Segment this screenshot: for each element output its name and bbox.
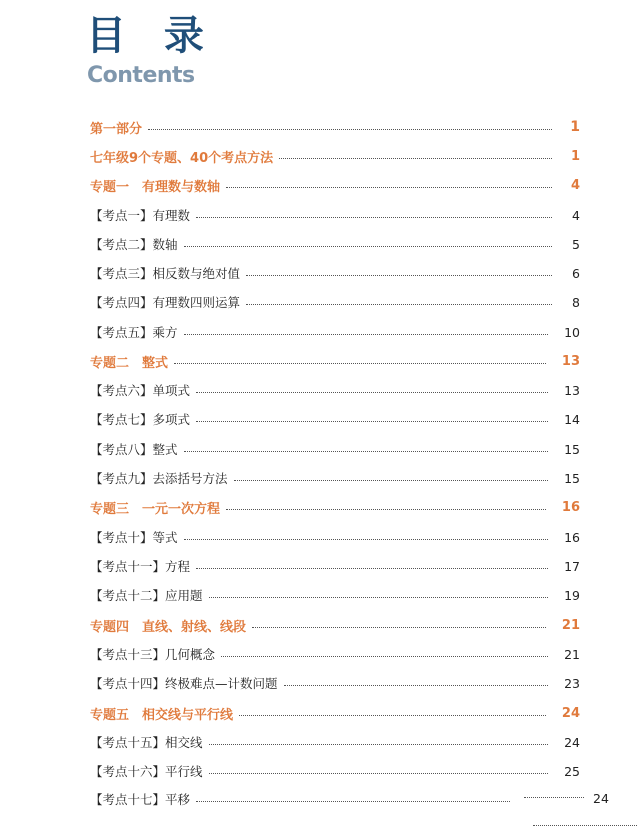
toc-entry[interactable]: [90, 438, 580, 460]
toc-entry[interactable]: [90, 262, 580, 284]
toc-leader: [184, 451, 549, 452]
toc-entry-page: 5: [572, 236, 580, 252]
toc-entry-label: 【考点七】多项式: [90, 412, 191, 427]
toc-entry-label: 【考点九】去添括号方法: [90, 471, 228, 486]
toc-entry-label: 【考点十六】平行线: [90, 764, 203, 779]
toc-leader: [246, 304, 552, 305]
toc-leader: [533, 825, 637, 826]
toc-entry-label: 【考点八】整式: [90, 442, 178, 457]
toc-entry-page: 17: [564, 558, 580, 574]
toc-entry-label: 专题一 有理数与数轴: [90, 179, 221, 195]
toc-entry-page: 24: [561, 705, 580, 721]
toc-leader: [209, 744, 549, 745]
toc-entry[interactable]: [90, 379, 580, 401]
toc-entry-page: 21: [564, 646, 580, 662]
toc-entry-label: 第一部分: [90, 121, 143, 137]
toc-entry-page: 16: [561, 499, 580, 515]
toc-entry-label: 【考点十四】终极难点—计数问题: [90, 676, 278, 691]
toc-leader: [174, 363, 546, 364]
toc-leader: [221, 656, 548, 657]
page-title: 目 录: [86, 13, 216, 59]
toc-leader: [284, 685, 549, 686]
toc-leader: [196, 421, 548, 422]
toc-entry[interactable]: [90, 321, 580, 343]
toc-entry-label: 专题三 一元一次方程: [90, 501, 221, 517]
toc-entry-page: 24: [593, 791, 609, 806]
toc-leader: [196, 801, 510, 802]
toc-entry-label: 【考点一】有理数: [90, 208, 191, 223]
toc-entry-page: 14: [564, 411, 580, 427]
toc-entry-page: 24: [564, 734, 580, 750]
toc-entry-page: 21: [561, 617, 580, 633]
toc-entry-page: 4: [570, 177, 580, 193]
toc-entry-page: 19: [564, 587, 580, 603]
toc-entry[interactable]: [90, 496, 580, 518]
toc-entry[interactable]: [90, 614, 580, 636]
toc-entry[interactable]: [90, 408, 580, 430]
toc-entry-label: 【考点十一】方程: [90, 559, 191, 574]
toc-entry-page: 16: [564, 529, 580, 545]
toc-entry-page: 10: [564, 324, 580, 340]
toc-entry-page: 25: [564, 763, 580, 779]
toc-leader: [246, 275, 552, 276]
toc-leader: [196, 217, 552, 218]
toc-entry-page: 15: [564, 441, 580, 457]
toc-entry-label: 【考点十】等式: [90, 530, 178, 545]
toc-entry-page: 15: [564, 470, 580, 486]
toc-entry-label: 【考点六】单项式: [90, 383, 191, 398]
toc-entry-page: 13: [564, 382, 580, 398]
toc-leader: [209, 773, 549, 774]
toc-entry[interactable]: [90, 584, 580, 606]
toc-leader: [239, 715, 546, 716]
toc-entry[interactable]: [90, 145, 580, 167]
toc-entry[interactable]: [90, 643, 580, 665]
toc-entry-page: 1: [570, 119, 580, 135]
toc-leader: [209, 597, 549, 598]
toc-leader: [184, 334, 549, 335]
toc-leader: [252, 627, 546, 628]
toc-entry[interactable]: [90, 731, 580, 753]
toc-entry-page: 13: [561, 353, 580, 369]
toc-entry-label: 【考点十二】应用题: [90, 588, 203, 603]
toc-leader: [279, 158, 552, 159]
toc-entry[interactable]: [90, 555, 580, 577]
toc-entry[interactable]: [90, 291, 580, 313]
toc-entry-label: 【考点三】相反数与绝对值: [90, 266, 241, 281]
page-subtitle: Contents: [87, 63, 195, 88]
toc-entry-label: 【考点十三】几何概念: [90, 647, 216, 662]
toc-leader: [184, 539, 549, 540]
toc-entry-last[interactable]: [90, 788, 510, 810]
toc-entry[interactable]: [90, 174, 580, 196]
toc-entry-label: 【考点十五】相交线: [90, 735, 203, 750]
toc-leader: [196, 568, 548, 569]
toc-entry-label: 【考点五】乘方: [90, 325, 178, 340]
toc-entry-label: 专题四 直线、射线、线段: [90, 619, 247, 635]
toc-entry[interactable]: [90, 116, 580, 138]
toc-entry[interactable]: [90, 526, 580, 548]
toc-entry[interactable]: [90, 467, 580, 489]
toc-entry-page: 23: [564, 675, 580, 691]
toc-entry-page: 8: [572, 294, 580, 310]
toc-entry[interactable]: [90, 350, 580, 372]
toc-entry-label: 【考点四】有理数四则运算: [90, 295, 241, 310]
toc-entry-label: 【考点十七】平移: [90, 792, 191, 807]
toc-leader: [196, 392, 548, 393]
toc-leader: [226, 509, 546, 510]
toc-entry[interactable]: [90, 233, 580, 255]
toc-entry[interactable]: [90, 760, 580, 782]
toc-entry-page: 6: [572, 265, 580, 281]
toc-entry-page: 4: [572, 207, 580, 223]
toc-leader: [226, 187, 552, 188]
toc-entry[interactable]: [90, 204, 580, 226]
toc-entry-label: 专题五 相交线与平行线: [90, 707, 234, 723]
toc-entry-label: 【考点二】数轴: [90, 237, 178, 252]
toc-leader: [524, 797, 584, 798]
toc-entry[interactable]: [90, 702, 580, 724]
toc-leader: [148, 129, 552, 130]
toc-leader: [234, 480, 549, 481]
toc-entry-label: 专题二 整式: [90, 355, 169, 371]
toc-entry[interactable]: [90, 672, 580, 694]
toc-leader: [184, 246, 552, 247]
toc-entry-page: 1: [570, 148, 580, 164]
toc-entry-label: 七年级9个专题、40个考点方法: [90, 150, 274, 166]
